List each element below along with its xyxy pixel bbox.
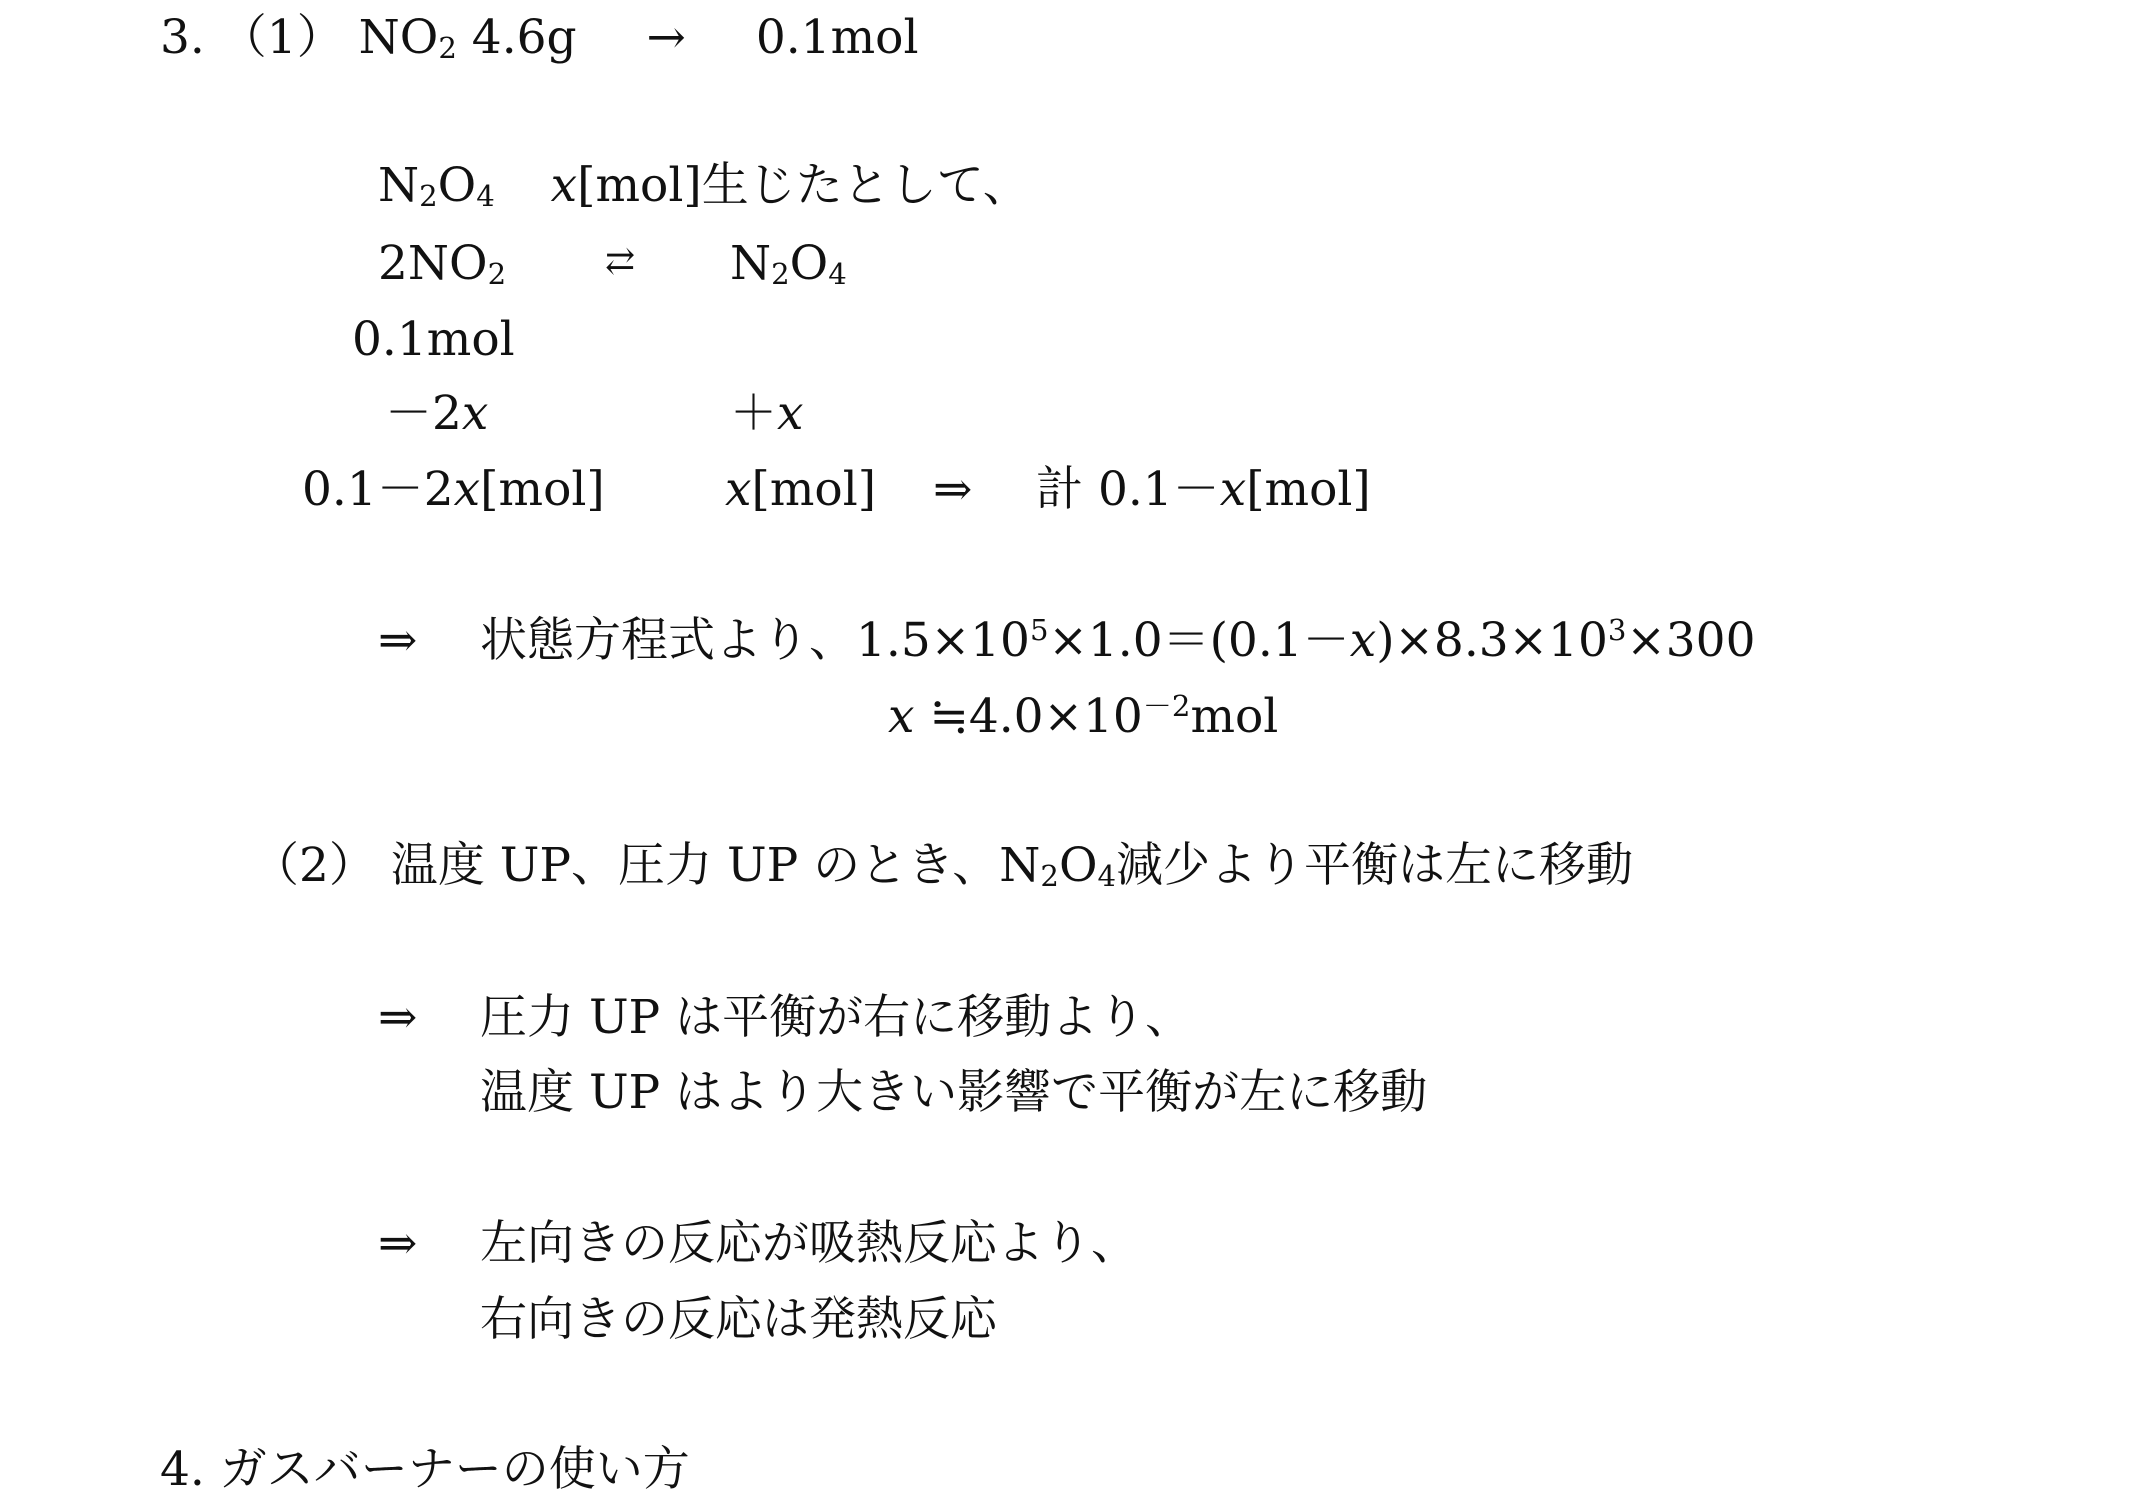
reason2-arrow: ⇒ [378, 1216, 418, 1271]
assumption-line [378, 158, 1030, 214]
reason1-line2: 温度 UP はより大きい影響で平衡が左に移動 [480, 1065, 1428, 1120]
given-arrow: → [646, 10, 686, 65]
initial-amount: 0.1mol [352, 312, 515, 367]
reason2-line2: 右向きの反応は発熱反応 [480, 1292, 997, 1347]
q3-header-line [160, 10, 919, 66]
q3-part2-label: （2） [252, 838, 376, 893]
part2-line [252, 838, 1634, 894]
result-value: x $≒4.0\times 10^{-2}mol$ [888, 688, 1279, 744]
equation-left: $2NO_2$ [378, 236, 507, 292]
state-arrow: ⇒ [378, 613, 418, 668]
q4-title: ガスバーナーの使い方 [219, 1442, 690, 1497]
equilibrium-arrow: ⇄ [605, 241, 636, 282]
total-arrow: ⇒ [933, 462, 973, 517]
total-amount: 計 0.1－x[mol] [1036, 462, 1371, 517]
q3-number: 3. [160, 10, 205, 65]
part2-text: 温度 UP、圧力 UP のとき、$N_2O_4$減少より平衡は左に移動 [390, 838, 1634, 894]
q4-number: 4. [160, 1442, 205, 1497]
q4-heading [160, 1442, 690, 1497]
given-formula: $NO_2$ 4.6g [358, 10, 577, 66]
reason1-arrow: ⇒ [378, 990, 418, 1045]
assumption-text: [mol]生じたとして、 [577, 158, 1030, 213]
given-moles: 0.1mol [755, 10, 919, 65]
state-equation: 状態方程式より、$1.5\times 10^5\times 1.0=(0.1-x)\times 8.3\times 10^3\times 300$ [480, 612, 1756, 668]
change-left: －2x [385, 386, 489, 441]
reason1-line1: 圧力 UP は平衡が右に移動より、 [480, 990, 1193, 1045]
q3-part1-label: （1） [219, 10, 344, 65]
final-left: 0.1－2x[mol] [302, 462, 605, 517]
equation-right: $N_2O_4$ [730, 236, 847, 292]
assumption-formula: $N_2O_4$ [378, 158, 495, 214]
reason2-line1: 左向きの反応が吸熱反応より、 [480, 1216, 1138, 1271]
final-right: x[mol] [725, 462, 877, 517]
change-right: ＋x [730, 386, 804, 441]
assumption-variable: x [550, 158, 578, 213]
